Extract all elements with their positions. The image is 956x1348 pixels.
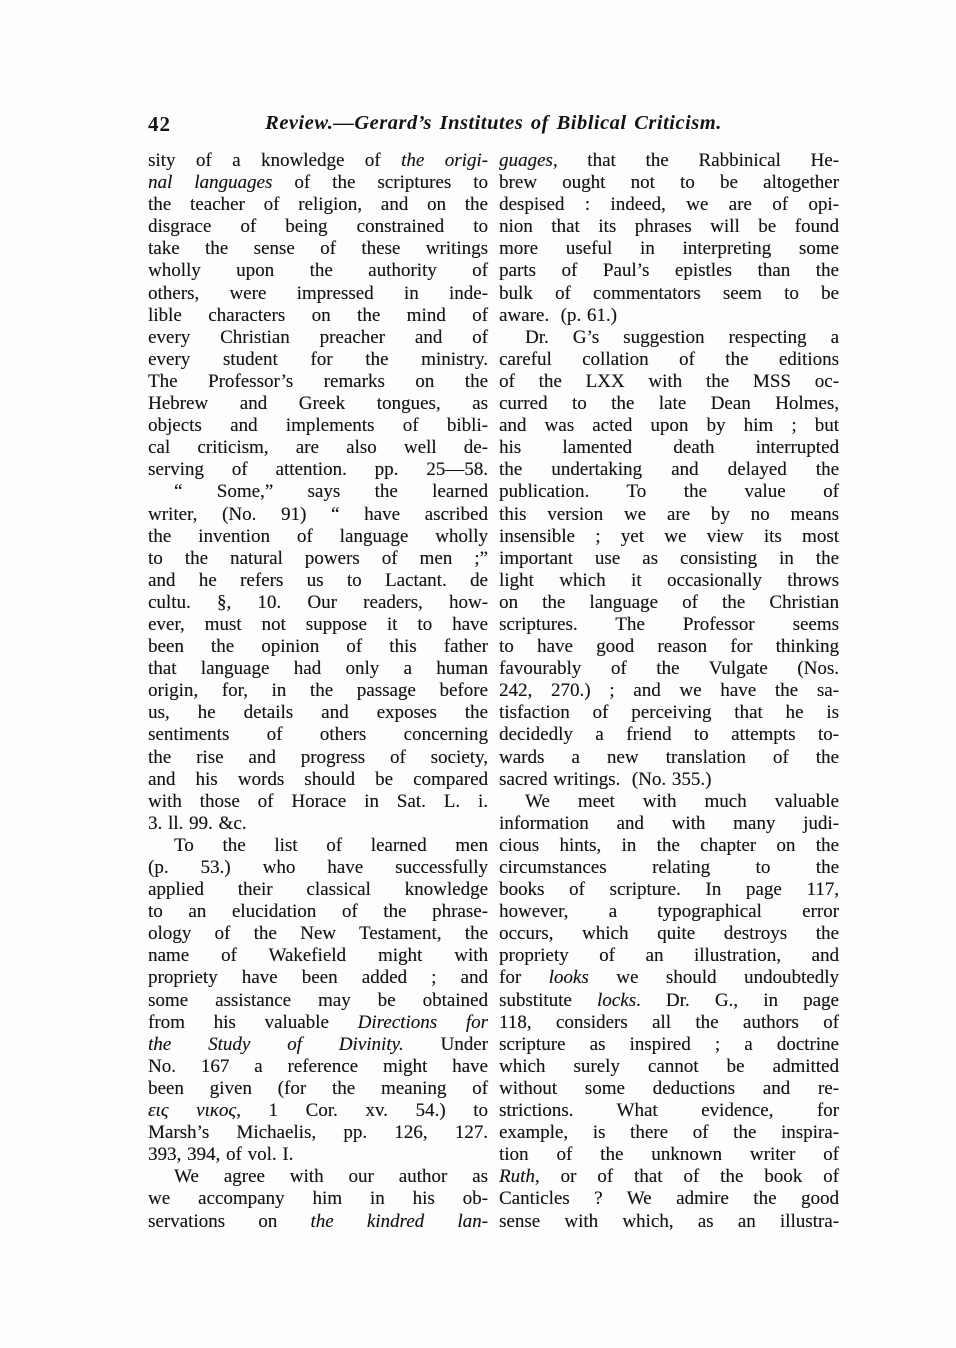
text-line: tion of the unknown writer of: [499, 1144, 839, 1166]
text-line: information and with many judi-: [499, 812, 839, 834]
text-line: cultu. §, 10. Our readers, how-: [148, 591, 488, 613]
text-line: others, were impressed in inde-: [148, 282, 488, 304]
text-line: strictions. What evidence, for: [499, 1100, 839, 1122]
text-line: sense with which, as an illustra-: [499, 1210, 839, 1232]
text-line: the undertaking and delayed the: [499, 459, 839, 481]
text-line: and he refers us to Lactant. de: [148, 569, 488, 591]
text-line: εις νικος, 1 Cor. xv. 54.) to: [148, 1100, 488, 1122]
text-line: every student for the ministry.: [148, 348, 488, 370]
text-line: The Professor’s remarks on the: [148, 370, 488, 392]
text-line: books of scripture. In page 117,: [499, 879, 839, 901]
text-line: No. 167 a reference might have: [148, 1055, 488, 1077]
text-line: example, is there of the inspira-: [499, 1122, 839, 1144]
text-line: 242, 270.) ; and we have the sa-: [499, 680, 839, 702]
running-title: Review.—Gerard’s Institutes of Biblical Criticism.: [265, 112, 722, 134]
text-line: with those of Horace in Sat. L. i.: [148, 790, 488, 812]
text-line: wards a new translation of the: [499, 746, 839, 768]
text-line: cal criticism, are also well de-: [148, 437, 488, 459]
text-line: for looks we should undoubtedly: [499, 967, 839, 989]
text-line: cious hints, in the chapter on the: [499, 834, 839, 856]
text-line: guages, that the Rabbinical He-: [499, 150, 839, 171]
text-line: circumstances relating to the: [499, 857, 839, 878]
text-line: to the natural powers of men ;”: [148, 547, 488, 569]
text-line: publication. To the value of: [499, 481, 839, 503]
text-line: some assistance may be obtained: [148, 989, 488, 1011]
text-line: bulk of commentators seem to be: [499, 282, 839, 304]
text-line: “ Some,” says the learned: [174, 481, 488, 503]
text-line: Hebrew and Greek tongues, as: [148, 393, 488, 415]
text-line: the invention of language wholly: [148, 525, 488, 547]
text-line: Ruth, or of that of the book of: [499, 1166, 839, 1188]
text-line: parts of Paul’s epistles than the: [499, 260, 839, 282]
text-line: ology of the New Testament, the: [148, 923, 488, 945]
text-line: sentiments of others concerning: [148, 724, 488, 746]
page-header: [148, 112, 839, 142]
text-line: however, a typographical error: [499, 901, 839, 923]
text-line: sacred writings. (No. 355.): [499, 768, 712, 790]
text-line: scripture as inspired ; a doctrine: [499, 1033, 839, 1055]
text-line: 118, considers all the authors of: [499, 1011, 839, 1033]
text-line: of the LXX with the MSS oc-: [499, 370, 839, 392]
text-line: nal languages of the scriptures to: [148, 172, 488, 194]
text-line: occurs, which quite destroys the: [499, 923, 839, 945]
text-line: the Study of Divinity. Under: [148, 1033, 489, 1055]
text-line: 3. ll. 99. &c.: [148, 812, 247, 834]
text-line: curred to the late Dean Holmes,: [499, 393, 839, 415]
text-line: take the sense of these writings: [148, 238, 488, 260]
text-line: propriety of an illustration, and: [499, 945, 839, 967]
text-line: without some deductions and re-: [499, 1077, 839, 1099]
text-line: lible characters on the mind of: [148, 304, 488, 326]
text-line: us, he details and exposes the: [148, 702, 488, 724]
text-line: despised : indeed, we are of opi-: [499, 194, 839, 216]
text-line: propriety have been added ; and: [148, 967, 488, 989]
text-line: decidedly a friend to attempts to-: [499, 724, 839, 746]
text-line: and his words should be compared: [148, 768, 488, 790]
text-line: insensible ; yet we view its most: [499, 525, 839, 547]
text-line: We meet with much valuable: [525, 790, 839, 812]
text-line: disgrace of being constrained to: [148, 216, 488, 238]
text-line: Canticles ? We admire the good: [499, 1188, 839, 1210]
text-line: substitute locks. Dr. G., in page: [499, 989, 839, 1011]
text-line: careful collation of the editions: [499, 348, 839, 370]
text-line: aware. (p. 61.): [499, 304, 618, 326]
text-line: sity of a knowledge of the origi-: [148, 150, 489, 171]
text-line: scriptures. The Professor seems: [499, 613, 839, 635]
text-line: nion that its phrases will be found: [499, 216, 839, 238]
text-line: important use as consisting in the: [499, 547, 839, 569]
text-line: more useful in interpreting some: [499, 238, 839, 260]
text-line: To the list of learned men: [174, 834, 488, 856]
text-line: We agree with our author as: [174, 1166, 488, 1188]
text-line: to an elucidation of the phrase-: [148, 901, 488, 923]
text-line: his lamented death interrupted: [499, 437, 839, 459]
text-line: that language had only a human: [148, 658, 488, 680]
text-line: serving of attention. pp. 25—58.: [148, 459, 488, 481]
text-line: Marsh’s Michaelis, pp. 126, 127.: [148, 1122, 488, 1144]
text-line: this version we are by no means: [499, 503, 839, 525]
text-line: Dr. G’s suggestion respecting a: [525, 326, 839, 348]
text-line: been the opinion of this father: [148, 636, 488, 658]
text-line: been given (for the meaning of: [148, 1077, 488, 1099]
left-text-column: [148, 150, 488, 1233]
text-line: servations on the kindred lan-: [148, 1210, 488, 1232]
page-number: 42: [148, 112, 171, 136]
text-line: name of Wakefield might with: [148, 945, 488, 967]
text-line: ever, must not suppose it to have: [148, 613, 488, 635]
right-text-column: [499, 150, 839, 1233]
text-line: on the language of the Christian: [499, 591, 839, 613]
text-line: origin, for, in the passage before: [148, 680, 488, 702]
text-line: and was acted upon by him ; but: [499, 415, 839, 437]
text-line: the rise and progress of society,: [148, 746, 488, 768]
text-line: from his valuable Directions for: [148, 1011, 488, 1033]
text-line: (p. 53.) who have successfully: [148, 857, 488, 878]
text-line: which surely cannot be admitted: [499, 1055, 839, 1077]
text-line: every Christian preacher and of: [148, 326, 488, 348]
text-line: objects and implements of bibli-: [148, 415, 488, 437]
text-line: brew ought not to be altogether: [499, 172, 839, 194]
text-line: light which it occasionally throws: [499, 569, 839, 591]
text-line: favourably of the Vulgate (Nos.: [499, 658, 839, 680]
text-line: wholly upon the authority of: [148, 260, 488, 282]
text-line: tisfaction of perceiving that he is: [499, 702, 839, 724]
text-line: we accompany him in his ob-: [148, 1188, 488, 1210]
text-line: applied their classical knowledge: [148, 879, 488, 901]
text-line: 393, 394, of vol. I.: [148, 1144, 294, 1166]
text-line: writer, (No. 91) “ have ascribed: [148, 503, 488, 525]
text-line: the teacher of religion, and on the: [148, 194, 488, 216]
text-line: to have good reason for thinking: [499, 636, 839, 658]
